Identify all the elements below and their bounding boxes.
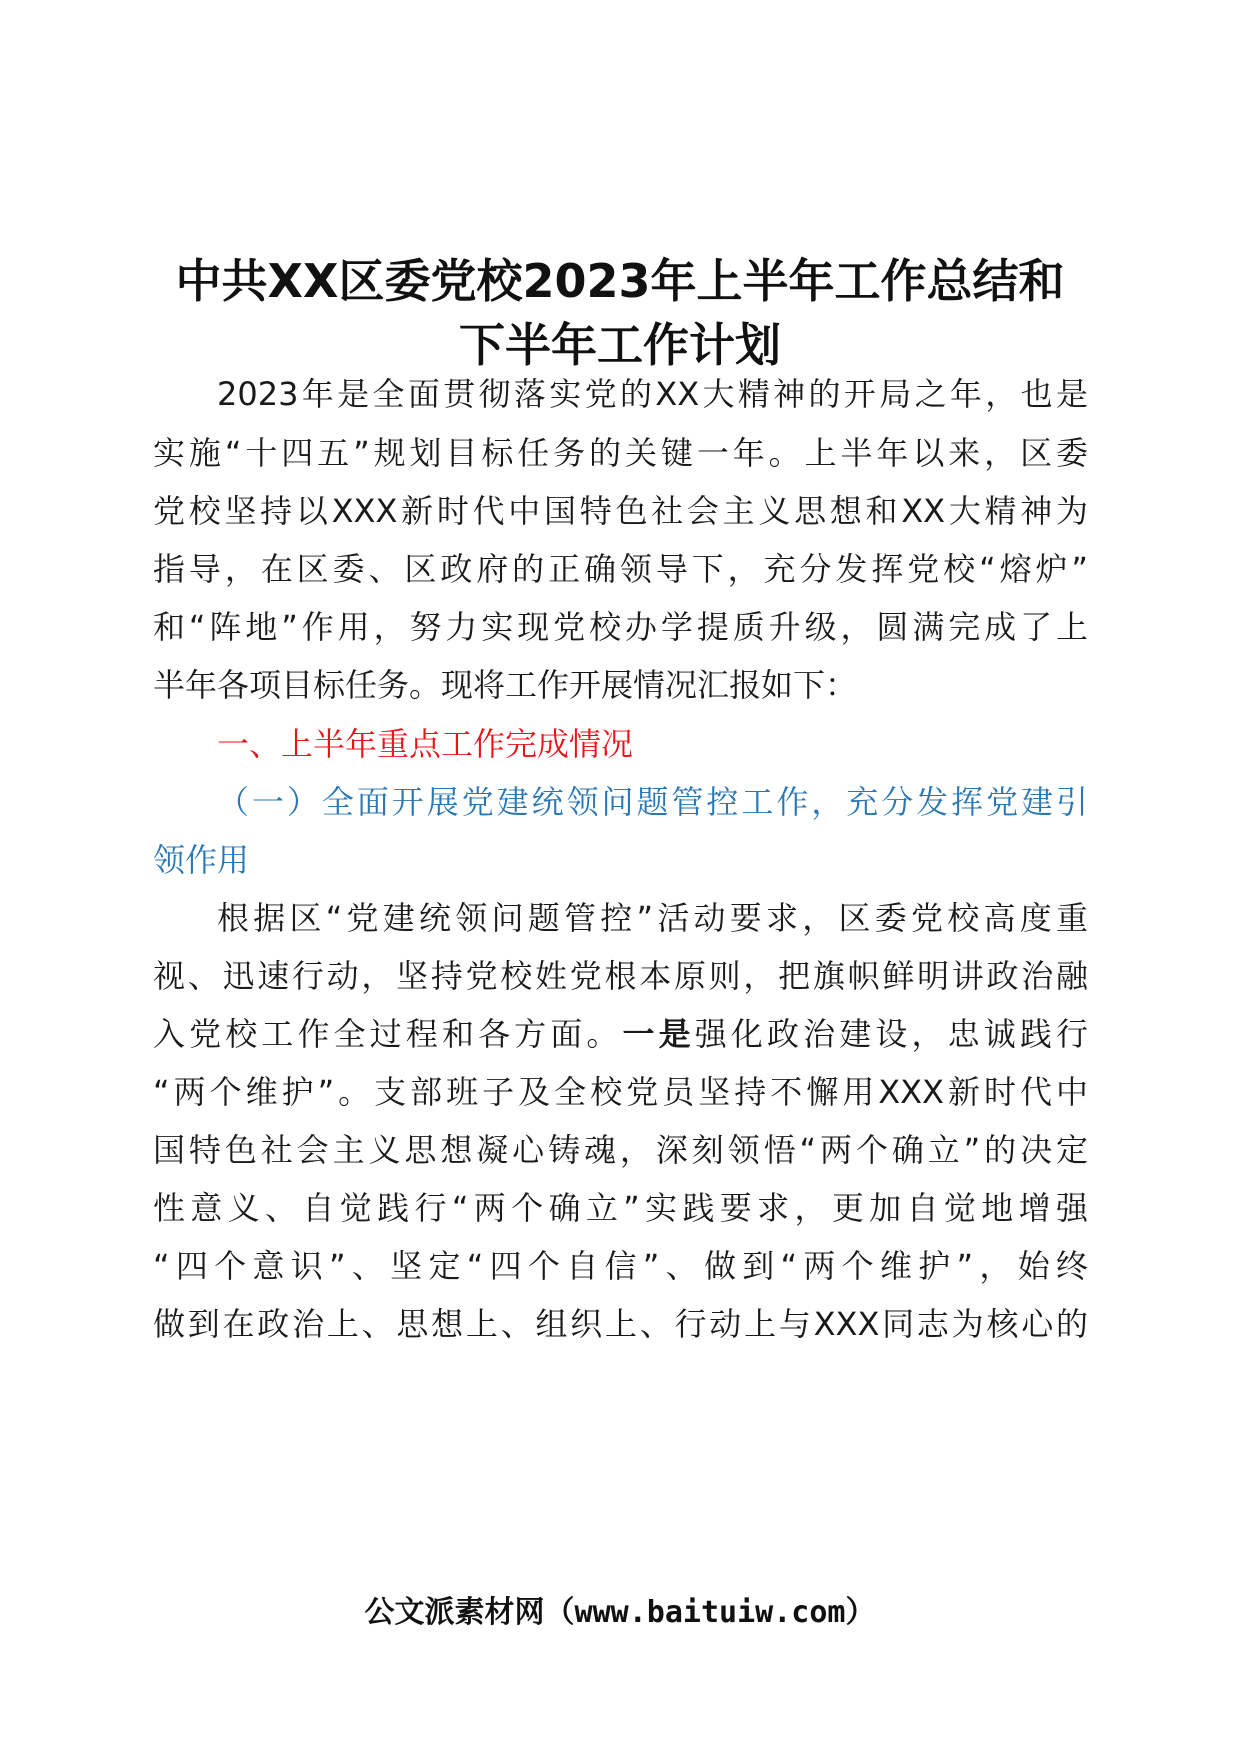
body-paragraph-line: 视、迅速行动，坚持党校姓党根本原则，把旗帜鲜明讲政治融 xyxy=(153,957,1088,995)
document-title-line-1: 中共XX区委党校2023年上半年工作总结和 xyxy=(175,254,1065,308)
intro-paragraph-line: 和“阵地”作用，努力实现党校办学提质升级，圆满完成了上 xyxy=(153,608,1088,646)
document-title-line-2: 下半年工作计划 xyxy=(459,318,781,372)
footer-url: www.baituiw.com xyxy=(574,1595,846,1630)
intro-paragraph-line: 半年各项目标任务。现将工作开展情况汇报如下： xyxy=(153,666,858,704)
body-paragraph-line: “两个维护”。支部班子及全校党员坚持不懈用XXX新时代中 xyxy=(153,1073,1088,1111)
intro-paragraph-line: 2023年是全面贯彻落实党的XX大精神的开局之年，也是 xyxy=(217,375,1088,413)
page-footer xyxy=(0,1588,1240,1638)
body-paragraph-line-mixed xyxy=(153,1002,1088,1066)
body-paragraph-line: “四个意识”、坚定“四个自信”、做到“两个维护”，始终 xyxy=(153,1247,1088,1285)
body-paragraph-line: 做到在政治上、思想上、组织上、行动上与XXX同志为核心的 xyxy=(153,1305,1088,1343)
section-heading-2-line-2: 领作用 xyxy=(153,841,250,879)
intro-paragraph-line: 党校坚持以XXX新时代中国特色社会主义思想和XX大精神为 xyxy=(153,492,1088,530)
body-paragraph-line: 国特色社会主义思想凝心铸魂，深刻领悟“两个确立”的决定 xyxy=(153,1131,1088,1169)
body-paragraph-line: 性意义、自觉践行“两个确立”实践要求，更加自觉地增强 xyxy=(153,1189,1088,1227)
emphasis-text: 一是 xyxy=(622,1015,695,1053)
footer-open-paren: （ xyxy=(544,1595,575,1630)
intro-paragraph-line: 指导，在区委、区政府的正确领导下，充分发挥党校“熔炉” xyxy=(153,550,1088,588)
body-text: 强化政治建设，忠诚践行 xyxy=(694,1015,1088,1053)
body-text: 入党校工作全过程和各方面。 xyxy=(153,1015,623,1053)
body-paragraph-line: 根据区“党建统领问题管控”活动要求，区委党校高度重 xyxy=(217,899,1088,937)
footer-close-paren: ） xyxy=(845,1595,876,1630)
footer-site-name: 公文派素材网 xyxy=(364,1595,545,1630)
section-heading-1: 一、上半年重点工作完成情况 xyxy=(217,725,634,763)
intro-paragraph-line: 实施“十四五”规划目标任务的关键一年。上半年以来，区委 xyxy=(153,434,1088,472)
section-heading-2-line-1: （一）全面开展党建统领问题管控工作，充分发挥党建引 xyxy=(217,783,1088,821)
